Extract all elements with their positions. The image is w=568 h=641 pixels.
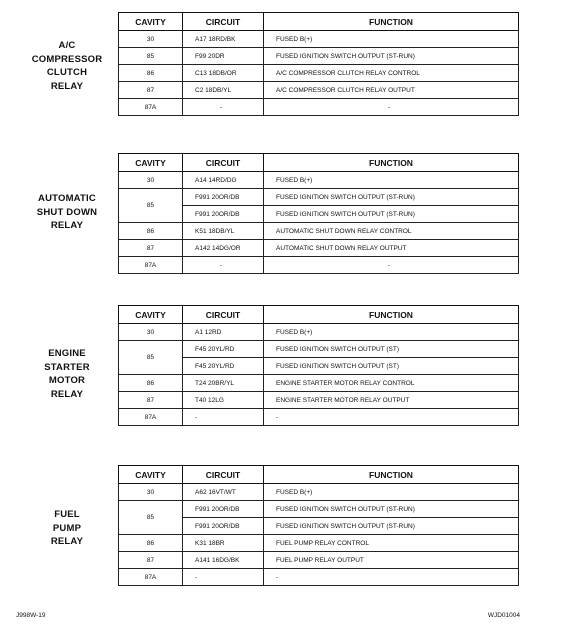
function-cell: FUSED IGNITION SWITCH OUTPUT (ST-RUN) xyxy=(264,48,519,65)
circuit-cell: F991 20OR/DB xyxy=(183,206,264,223)
relay-label-line: RELAY xyxy=(50,388,84,400)
cavity-cell: 87 xyxy=(119,82,183,99)
function-header: FUNCTION xyxy=(264,466,519,484)
circuit-cell: A62 16VT/WT xyxy=(183,484,264,501)
relay-label-line: SHUT DOWN xyxy=(36,206,98,218)
table-row xyxy=(119,189,519,206)
circuit-cell: F45 20YL/RD xyxy=(183,341,264,358)
cavity-cell: 85 xyxy=(119,48,183,65)
cavity-cell: 87 xyxy=(119,392,183,409)
cavity-header: CAVITY xyxy=(119,13,183,31)
table-row xyxy=(119,82,519,99)
pin-table xyxy=(118,153,519,274)
function-cell: FUSED B(+) xyxy=(264,31,519,48)
cavity-cell: 87 xyxy=(119,552,183,569)
function-header: FUNCTION xyxy=(264,306,519,324)
table-row xyxy=(119,392,519,409)
function-cell: FUEL PUMP RELAY OUTPUT xyxy=(264,552,519,569)
circuit-cell: F99 20DR xyxy=(183,48,264,65)
cavity-header: CAVITY xyxy=(119,306,183,324)
circuit-cell: T24 20BR/YL xyxy=(183,375,264,392)
function-cell: - xyxy=(264,257,519,274)
function-cell: FUSED B(+) xyxy=(264,172,519,189)
table-row xyxy=(119,99,519,116)
cavity-cell: 87A xyxy=(119,99,183,116)
circuit-cell: A142 14DG/OR xyxy=(183,240,264,257)
table-header-row xyxy=(119,13,519,31)
table-header-row xyxy=(119,466,519,484)
circuit-header: CIRCUIT xyxy=(183,13,264,31)
table-row xyxy=(119,240,519,257)
figure-id-left: J998W-19 xyxy=(16,612,46,619)
circuit-cell: - xyxy=(183,409,264,426)
cavity-cell: 86 xyxy=(119,375,183,392)
cavity-cell: 85 xyxy=(119,501,183,535)
table-row xyxy=(119,257,519,274)
circuit-cell: F991 20OR/DB xyxy=(183,518,264,535)
cavity-cell: 30 xyxy=(119,324,183,341)
table-row xyxy=(119,341,519,358)
function-cell: FUEL PUMP RELAY CONTROL xyxy=(264,535,519,552)
function-cell: ENGINE STARTER MOTOR RELAY OUTPUT xyxy=(264,392,519,409)
relay-label xyxy=(12,508,122,549)
cavity-header: CAVITY xyxy=(119,466,183,484)
relay-label-line: A/C xyxy=(58,40,76,51)
function-cell: FUSED B(+) xyxy=(264,484,519,501)
relay-label-line: PUMP xyxy=(52,522,82,534)
function-cell: FUSED IGNITION SWITCH OUTPUT (ST-RUN) xyxy=(264,518,519,535)
table-row xyxy=(119,409,519,426)
relay-label-line: FUEL xyxy=(54,509,80,520)
function-cell: A/C COMPRESSOR CLUTCH RELAY CONTROL xyxy=(264,65,519,82)
relay-label xyxy=(12,347,122,401)
relay-label-line: CLUTCH xyxy=(46,67,88,78)
function-cell: ENGINE STARTER MOTOR RELAY CONTROL xyxy=(264,375,519,392)
relay-label-line: STARTER xyxy=(44,361,90,373)
circuit-cell: A14 14RD/DG xyxy=(183,172,264,189)
function-cell: AUTOMATIC SHUT DOWN RELAY CONTROL xyxy=(264,223,519,240)
table-row xyxy=(119,501,519,518)
table-row xyxy=(119,223,519,240)
table-row xyxy=(119,535,519,552)
cavity-header: CAVITY xyxy=(119,154,183,172)
circuit-cell: F45 20YL/RD xyxy=(183,358,264,375)
function-cell: - xyxy=(264,569,519,586)
relay-label-line: RELAY xyxy=(50,80,84,92)
pin-table xyxy=(118,465,519,586)
relay-label-line: MOTOR xyxy=(48,375,86,386)
table-header-row xyxy=(119,154,519,172)
function-cell: A/C COMPRESSOR CLUTCH RELAY OUTPUT xyxy=(264,82,519,99)
table-row xyxy=(119,324,519,341)
cavity-cell: 30 xyxy=(119,484,183,501)
circuit-cell: - xyxy=(183,257,264,274)
relay-label-line: AUTOMATIC xyxy=(38,193,96,204)
circuit-cell: K31 18BR xyxy=(183,535,264,552)
cavity-cell: 86 xyxy=(119,223,183,240)
function-cell: FUSED IGNITION SWITCH OUTPUT (ST-RUN) xyxy=(264,501,519,518)
circuit-cell: A141 16DG/BK xyxy=(183,552,264,569)
circuit-cell: C13 18DB/OR xyxy=(183,65,264,82)
table-row xyxy=(119,65,519,82)
cavity-cell: 87A xyxy=(119,569,183,586)
circuit-header: CIRCUIT xyxy=(183,154,264,172)
relay-label-line: RELAY xyxy=(50,220,84,231)
function-cell: - xyxy=(264,99,519,116)
circuit-cell: K51 18DB/YL xyxy=(183,223,264,240)
circuit-cell: A1 12RD xyxy=(183,324,264,341)
table-row xyxy=(119,48,519,65)
function-cell: FUSED IGNITION SWITCH OUTPUT (ST) xyxy=(264,341,519,358)
circuit-cell: - xyxy=(183,569,264,586)
relay-label xyxy=(12,192,122,233)
cavity-cell: 30 xyxy=(119,31,183,48)
function-cell: - xyxy=(264,409,519,426)
pin-table xyxy=(118,12,519,116)
cavity-cell: 87 xyxy=(119,240,183,257)
circuit-cell: F991 20OR/DB xyxy=(183,501,264,518)
circuit-cell: C2 18DB/YL xyxy=(183,82,264,99)
function-cell: AUTOMATIC SHUT DOWN RELAY OUTPUT xyxy=(264,240,519,257)
circuit-cell: T40 12LG xyxy=(183,392,264,409)
function-header: FUNCTION xyxy=(264,154,519,172)
cavity-cell: 85 xyxy=(119,341,183,375)
function-cell: FUSED B(+) xyxy=(264,324,519,341)
table-row xyxy=(119,484,519,501)
figure-id-right: WJD01004 xyxy=(487,612,520,619)
pin-table xyxy=(118,305,519,426)
cavity-cell: 87A xyxy=(119,257,183,274)
circuit-header: CIRCUIT xyxy=(183,306,264,324)
relay-label-line: ENGINE xyxy=(48,348,86,359)
relay-label xyxy=(12,39,122,93)
circuit-header: CIRCUIT xyxy=(183,466,264,484)
cavity-cell: 86 xyxy=(119,535,183,552)
function-cell: FUSED IGNITION SWITCH OUTPUT (ST-RUN) xyxy=(264,189,519,206)
function-cell: FUSED IGNITION SWITCH OUTPUT (ST-RUN) xyxy=(264,206,519,223)
relay-label-line: COMPRESSOR xyxy=(31,53,103,65)
circuit-cell: F991 20OR/DB xyxy=(183,189,264,206)
table-row xyxy=(119,172,519,189)
cavity-cell: 30 xyxy=(119,172,183,189)
table-row xyxy=(119,569,519,586)
circuit-cell: A17 18RD/BK xyxy=(183,31,264,48)
function-cell: FUSED IGNITION SWITCH OUTPUT (ST) xyxy=(264,358,519,375)
cavity-cell: 87A xyxy=(119,409,183,426)
table-row xyxy=(119,375,519,392)
table-row xyxy=(119,31,519,48)
function-header: FUNCTION xyxy=(264,13,519,31)
table-header-row xyxy=(119,306,519,324)
table-row xyxy=(119,552,519,569)
cavity-cell: 85 xyxy=(119,189,183,223)
circuit-cell: - xyxy=(183,99,264,116)
relay-label-line: RELAY xyxy=(50,536,84,547)
cavity-cell: 86 xyxy=(119,65,183,82)
